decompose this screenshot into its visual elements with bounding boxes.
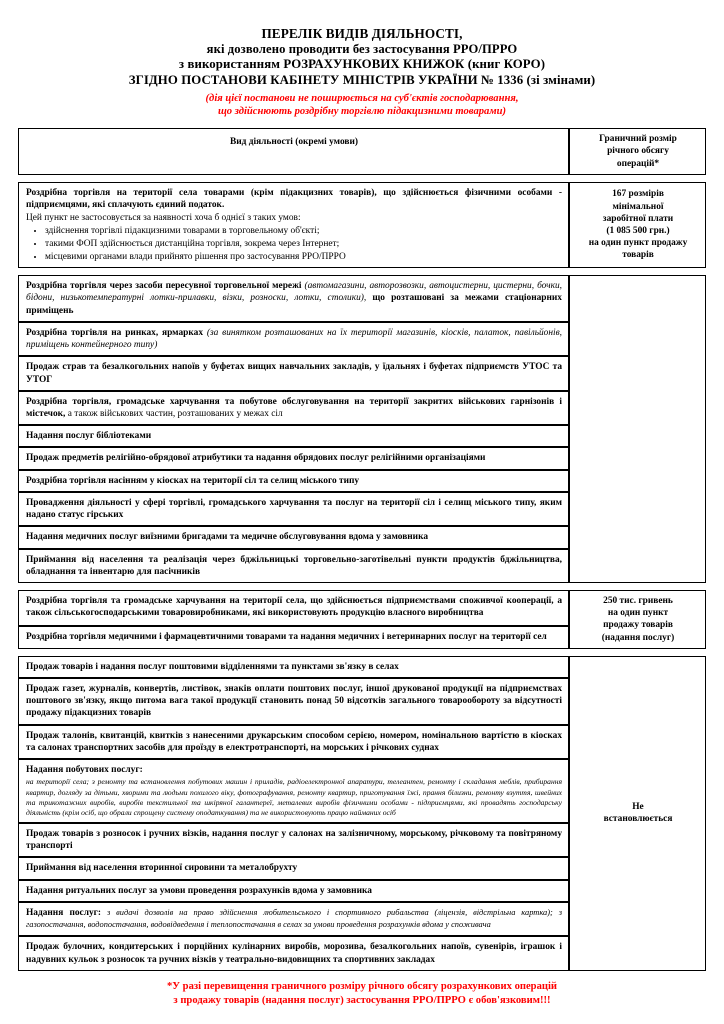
limit-line-2: мінімальної	[612, 201, 664, 212]
activity-bold-text: Роздрібна торгівля медичними і фармацевтичними товарами та надання медичних і ветеринарних послуг на території сел	[26, 631, 547, 642]
activity-bold-text: Роздрібна торгівля насінням у кіосках на території сіл та селищ міського типу	[26, 475, 360, 486]
activity-bold-text: Продаж газет, журналів, конвертів, листівок, знаків оплати поштових послуг, іншої друкованої продукції на підприємствах поштового зв'язку, якщо питома вага такої продукції становить понад 50 відсотків загального товарообороту за відсутності продажу підакцизних товарів	[26, 684, 563, 719]
activity-bold-text: Роздрібна торгівля та громадське харчування на території села, що здійснюється підприємствами споживчої кооперації, а також сільськогосподарськими товаровиробниками, які використовують продукцію власного виробництва	[26, 595, 563, 619]
activity-fine-print: на території села; з ремонту та встановлення побутових машин і приладів, радіоелектронної апаратури, телеантен, ремонту і складання меблів, прибирання квартир, догляду за дітьми, хворими та людьми похилого віку, фотографування, ремонту квартир, приготування їжі, прання білизни, ремонту взуття, швейних та трикотажних виробів, виробів текстильної та шкіряної галантереї, металевих виробів фізичними особами - підприємцями, які провадять господарську діяльність (крім осіб, що обрали спрощену систему оподаткування) та не використовують працю найманих осіб	[26, 777, 563, 817]
activity-cell	[18, 275, 569, 322]
document-subtitle	[18, 92, 706, 118]
activity-bold-text: Роздрібна торгівля, громадське харчування та побутове обслуговування на території закритих військових гарнізонів і містечок,	[26, 396, 563, 419]
table-row	[18, 656, 706, 678]
activity-cell	[18, 526, 569, 548]
activity-bold-text: Продаж предметів релігійно-обрядової атрибутики та надання обрядових послуг релігійними організаціями	[26, 453, 486, 464]
list-item: • здійснення торгівлі підакцизними товарами в торговельному об'єкті;	[45, 225, 562, 238]
limit-cell	[569, 656, 706, 971]
activity-bold-text: Роздрібна торгівля на території села товарами (крім підакцизних товарів), що здійснюється фізичними особами - підприємцями, які сплачують єдиний податок.	[26, 187, 563, 211]
table-group-1	[18, 182, 706, 268]
activity-cell	[18, 447, 569, 469]
activity-cell	[18, 857, 569, 879]
table-group-3	[18, 590, 706, 649]
table-header-row	[18, 128, 706, 175]
activity-cell	[18, 880, 569, 902]
activity-bold-text: Роздрібна торгівля через засоби пересувної торговельної мережі	[26, 281, 305, 292]
activity-bold-text: Провадження діяльності у сфері торгівлі, громадського харчування та послуг на території сіл і селищ міського типу, яким надано статус гірських	[26, 497, 563, 521]
activity-bold-text: Продаж страв та безалкогольних напоїв у буфетах вищих навчальних закладів, у їдальнях і буфетах підприємств УТОС та УТОГ	[26, 362, 563, 385]
activity-bold-text: Продаж талонів, квитанцій, квитків з нанесеними друкарським способом серією, номером, номінальною вартістю в кіосках та салонах транспортних засобів для проїзду в електротранспорті, на морських і річкових суднах	[26, 730, 563, 753]
limit-cell-empty	[569, 275, 706, 583]
activity-bold-tail: що розташовані за межами стаціонарних приміщень	[26, 293, 562, 316]
limit-line-1: Не	[632, 802, 644, 813]
activity-bold-text: Надання послуг:	[26, 907, 102, 918]
activity-italic-text: (автомагазини, авторозвозки, автоцистерни, цистерни, бочки, бідони, низькотемпературні лотки-прилавки, візки, розноски, лотки, столики),	[26, 281, 563, 304]
limit-line-3: продажу товарів	[603, 620, 673, 631]
list-item: • такими ФОП здійснюється дистанційна торгівля, зокрема через Інтернет;	[45, 238, 562, 251]
activity-cell	[18, 678, 569, 725]
activity-bold-text: Продаж товарів і надання послуг поштовими відділеннями та пунктами зв'язку в селах	[26, 661, 399, 672]
activity-cell	[18, 590, 569, 626]
activity-bold-text: Приймання від населення вторинної сировини та металобрухту	[26, 863, 298, 874]
table-row	[18, 590, 706, 626]
table-row	[18, 182, 706, 268]
activity-bold-text: Приймання від населення та реалізація через бджільницькі торговельно-заготівельні пункти продуктів бджільництва, обладнання та інвентарю для пасічників	[26, 554, 563, 577]
limit-line-1: 250 тис. гривень	[603, 595, 673, 606]
activity-cell	[18, 322, 569, 356]
activity-cell	[18, 823, 569, 857]
activity-note: Цей пункт не застосовується за наявності хоча б однієї з таких умов:	[26, 213, 301, 224]
activity-cell	[18, 492, 569, 526]
activity-cell	[18, 425, 569, 447]
activity-cell	[18, 725, 569, 759]
tables-container	[18, 128, 706, 971]
activity-cell	[18, 356, 569, 390]
header-cell-limit	[569, 128, 706, 175]
title-line-3: з використанням РОЗРАХУНКОВИХ КНИЖОК (книг КОРО)	[178, 57, 546, 72]
subtitle-line-2: що здійснюють роздрібну торгівлю підакцизними товарами)	[217, 105, 507, 117]
activity-bold-text: Надання медичних послуг виїзними бригадами та медичне обслуговування вдома у замовника	[26, 532, 429, 543]
table-group-4	[18, 656, 706, 971]
limit-cell	[569, 590, 706, 649]
activity-italic-text: (за винятком розташованих на їх території магазинів, кіосків, палаток, павільйонів, приміщень контейнерного типу)	[26, 327, 563, 351]
activity-bold-text: Продаж товарів з розносок і ручних візків, надання послуг у салонах на залізничному, морському, річковому та повітряному транспорті	[26, 829, 563, 852]
activity-italic-text: з видачі дозволів на право здійснення любительського і спортивного рибальства (ліцензія, відстрільна картка); з газопостачання, водопостачання, водовідведення і теплопостачання в селах за умови проведення розрахунків вдома у споживача	[26, 907, 562, 930]
footnote-line-2: з продажу товарів (надання послуг) застосування РРО/ПРРО є обов'язковим!!!	[173, 995, 551, 1007]
activity-bold-text: Надання ритуальних послуг за умови проведення розрахунків вдома у замовника	[26, 885, 372, 896]
subtitle-line-1: (дія цієї постанови не поширюється на суб'єктів господарювання,	[205, 92, 519, 104]
activity-bold-text: Надання побутових послуг:	[26, 765, 143, 776]
table-row	[18, 275, 706, 322]
limit-line-2: встановлюється	[603, 814, 673, 825]
activity-cell	[18, 902, 569, 936]
document-title-block	[0, 0, 724, 118]
limit-line-1: 167 розмірів	[612, 189, 664, 200]
limit-line-4: (1 085 500 грн.)	[606, 226, 670, 237]
title-line-1: ПЕРЕЛІК ВИДІВ ДІЯЛЬНОСТІ,	[261, 26, 463, 41]
activity-bold-text: Надання послуг бібліотеками	[26, 431, 152, 442]
list-item: • місцевими органами влади прийнято рішення про застосування РРО/ПРРО	[45, 251, 562, 264]
header-cell-activity: Вид діяльності (окремі умови)	[18, 128, 569, 175]
limit-line-3: заробітної плати	[602, 213, 674, 224]
limit-line-2: на один пункт	[607, 608, 669, 619]
activity-cell	[18, 656, 569, 678]
activity-cell	[18, 182, 569, 268]
limit-line-4: (надання послуг)	[601, 632, 675, 643]
header-limit-line-1: Граничний розмір	[599, 134, 677, 145]
activity-plain-text: а також військових частин, розташованих у межах сіл	[67, 408, 283, 419]
activity-cell	[18, 626, 569, 649]
activity-bold-text: Продаж булочних, кондитерських і порційних кулінарних виробів, морозива, безалкогольних напоїв, сувенірів, іграшок і надувних кульок з розносок та ручних візків у театрально-видовищних та спортивних закладах	[26, 942, 563, 965]
header-limit-line-2: річного обсягу	[607, 146, 669, 157]
table-header	[18, 128, 706, 175]
limit-line-5: на один пункт продажу	[588, 238, 688, 249]
title-line-2: які дозволено проводити без застосування РРО/ПРРО	[206, 42, 518, 57]
document-footnote	[0, 980, 724, 1009]
limit-line-6: товарів	[622, 250, 654, 261]
activity-cell	[18, 470, 569, 492]
header-limit-line-3: операцій*	[616, 158, 660, 169]
activity-bold-text: Роздрібна торгівля на ринках, ярмарках	[26, 327, 207, 338]
activity-cell	[18, 936, 569, 970]
footnote-line-1: *У разі перевищення граничного розміру річного обсягу розрахункових операцій	[166, 980, 558, 992]
title-line-4: ЗГІДНО ПОСТАНОВИ КАБІНЕТУ МІНІСТРІВ УКРАЇНИ № 1336 (зі змінами)	[128, 73, 596, 88]
limit-cell	[569, 182, 706, 268]
activity-cell	[18, 549, 569, 583]
table-group-2	[18, 275, 706, 583]
activity-cell	[18, 759, 569, 823]
condition-list	[26, 225, 562, 263]
activity-cell	[18, 391, 569, 425]
